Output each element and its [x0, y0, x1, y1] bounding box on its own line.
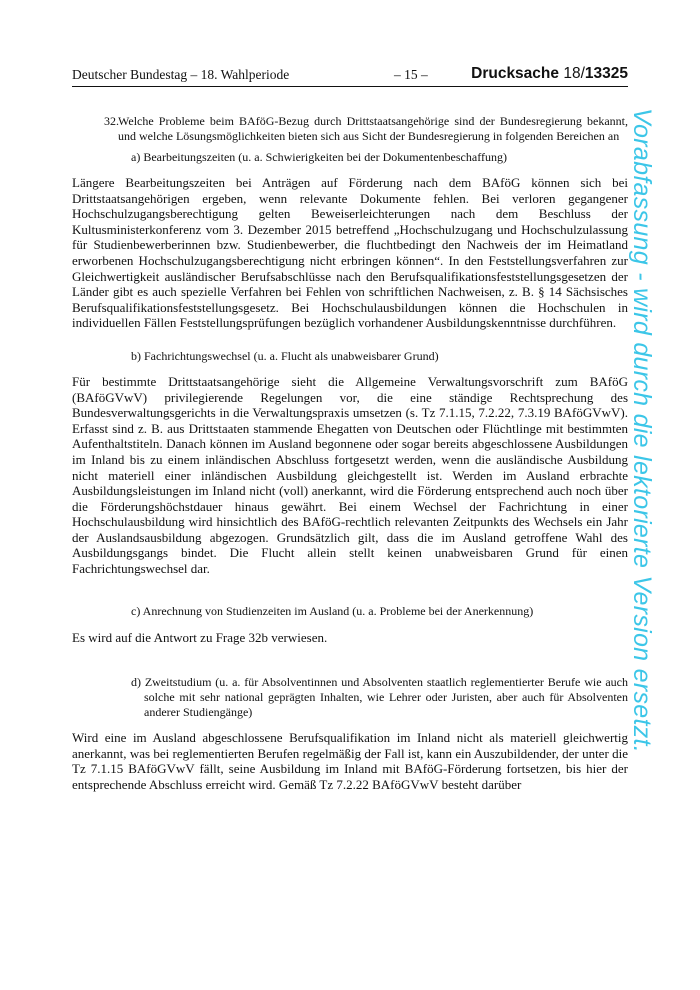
drucksache-number [471, 65, 628, 83]
page-number: – 15 – [394, 67, 428, 82]
subquestion-c: c) Anrechnung von Studienzeiten im Ausland (u. a. Probleme bei der Anerkennung) [131, 603, 534, 618]
header-rule [72, 86, 628, 87]
answer-b: Für bestimmte Drittstaatsangehörige sieht die Allgemeine Verwaltungsvorschrift zum BAföG (BAföGVwV) privilegierende Regelungen vor, die eine ständige Rechtsprechung des Bundesverwaltungsgerichts in die Verwaltungspraxis umsetzen (s. Tz 7.1.15, 7.2.22, 7.3.19 BAföGVwV). Erfasst sind z. B. aus Drittstaaten stammende Ehegatten von Deutschen oder Flüchtlinge mit bestimmten Aufenthaltstiteln. Danach können im Ausland begonnene oder sogar bereits abgeschlossene Ausbildungen im Inland bis zu einem inländischen Abschluss fortgesetzt werden, wenn die ausländische Ausbildung nicht materiell einer inländischen Ausbildung gleichgestellt ist. Werden im Ausland erbrachte Ausbildungsleistungen im Inland nicht (voll) anerkannt, wird die Förderung entsprechend auch noch über die Förderungshöchstdauer hinaus gewährt. Bei einem Wechsel der Fachrichtung in einer Hochschulausbildung wird hinsichtlich des BAföG-rechtlich relevanten Zeitpunkts des Wechsels ein Jahr der Auslandsausbildung abgezogen. Grundsätzlich gilt, dass die im Ausland getroffene Wahl des Ausbildungsgangs bindet. Die Flucht allein stellt keinen unabweisbaren Grund für einen Fachrichtungswechsel dar. [72, 373, 628, 577]
question-number: 32. [104, 114, 119, 128]
header-parliament: Deutscher Bundestag – 18. Wahlperiode [72, 67, 290, 82]
subquestion-b: b) Fachrichtungswechsel (u. a. Flucht als unabweisbarer Grund) [131, 348, 439, 363]
drucksache-prefix: 18/ [563, 65, 585, 82]
subquestion-d: d) Zweitstudium (u. a. für Absolventinnen und Absolventen staatlich reglementierter Berufe wie auch solche mit sehr national geprägten Inhalten, wie Lehrer oder Juristen, aber auch für Absolventen anderer Studiengänge) [131, 675, 628, 720]
watermark-text: Vorabfassung - wird durch die lektorierte Version ersetzt. [628, 108, 656, 753]
question-text: Welche Probleme beim BAföG-Bezug durch Drittstaatsangehörige sind der Bundesregierung bekannt, und welche Lösungsmöglichkeiten bieten sich aus Sicht der Bundesregierung in folgenden Bereichen an [118, 114, 628, 143]
drucksache-id: 13325 [584, 65, 628, 82]
question-32 [72, 114, 628, 144]
answer-d: Wird eine im Ausland abgeschlossene Berufsqualifikation im Inland nicht als materiell gleichwertig anerkannt, was bei reglementierten Berufen regelmäßig der Fall ist, kann ein Auszubildender, der unter die Tz 7.1.15 BAföGVwV fällt, seine Ausbildung im Inland mit BAföG-Förderung fortsetzen, bis hier der entsprechende Abschluss erreicht wird. Gemäß Tz 7.2.22 BAföGVwV besteht darüber [72, 730, 628, 793]
answer-a: Längere Bearbeitungszeiten bei Anträgen auf Förderung nach dem BAföG können sich bei Drittstaatsangehörigen ergeben, wenn relevante Dokumente fehlen. Bei verloren gegangener Hochschulzugangsberechtigung gelten Beweiserleichterungen nach dem Beschluss der Kultusministerkonferenz vom 3. Dezember 2015 betreffend „Hochschulzugang und Hochschulzulassung für Studienbewerberinnen bzw. Studienbewerber, die fluchtbedingt den Nachweis der im Heimatland erworbenen Hochschulzugangsberechtigung nicht erbringen können“. In den Feststellungsverfahren zur Gleichwertigkeit ausländischer Berufsabschlüsse nach den Berufsqualifikationsfeststellungsgesetzen der Länder gibt es auch spezielle Verfahren bei Fehlen von schriftlichen Nachweisen, z. B. § 14 Sächsisches Berufsqualifikationsfeststellungsgesetz. Bei Hochschulausbildungen können die Hochschulen in individuellen Fällen Feststellungsprüfungen bezüglich vorhandener Ausbildungskenntnisse durchführen. [72, 175, 628, 331]
answer-c: Es wird auf die Antwort zu Frage 32b verwiesen. [72, 629, 328, 645]
page-header [72, 67, 628, 87]
drucksache-label: Drucksache [471, 65, 560, 82]
subquestion-a: a) Bearbeitungszeiten (u. a. Schwierigkeiten bei der Dokumentenbeschaffung) [131, 150, 507, 164]
draft-watermark [628, 108, 688, 888]
document-body [72, 114, 628, 793]
